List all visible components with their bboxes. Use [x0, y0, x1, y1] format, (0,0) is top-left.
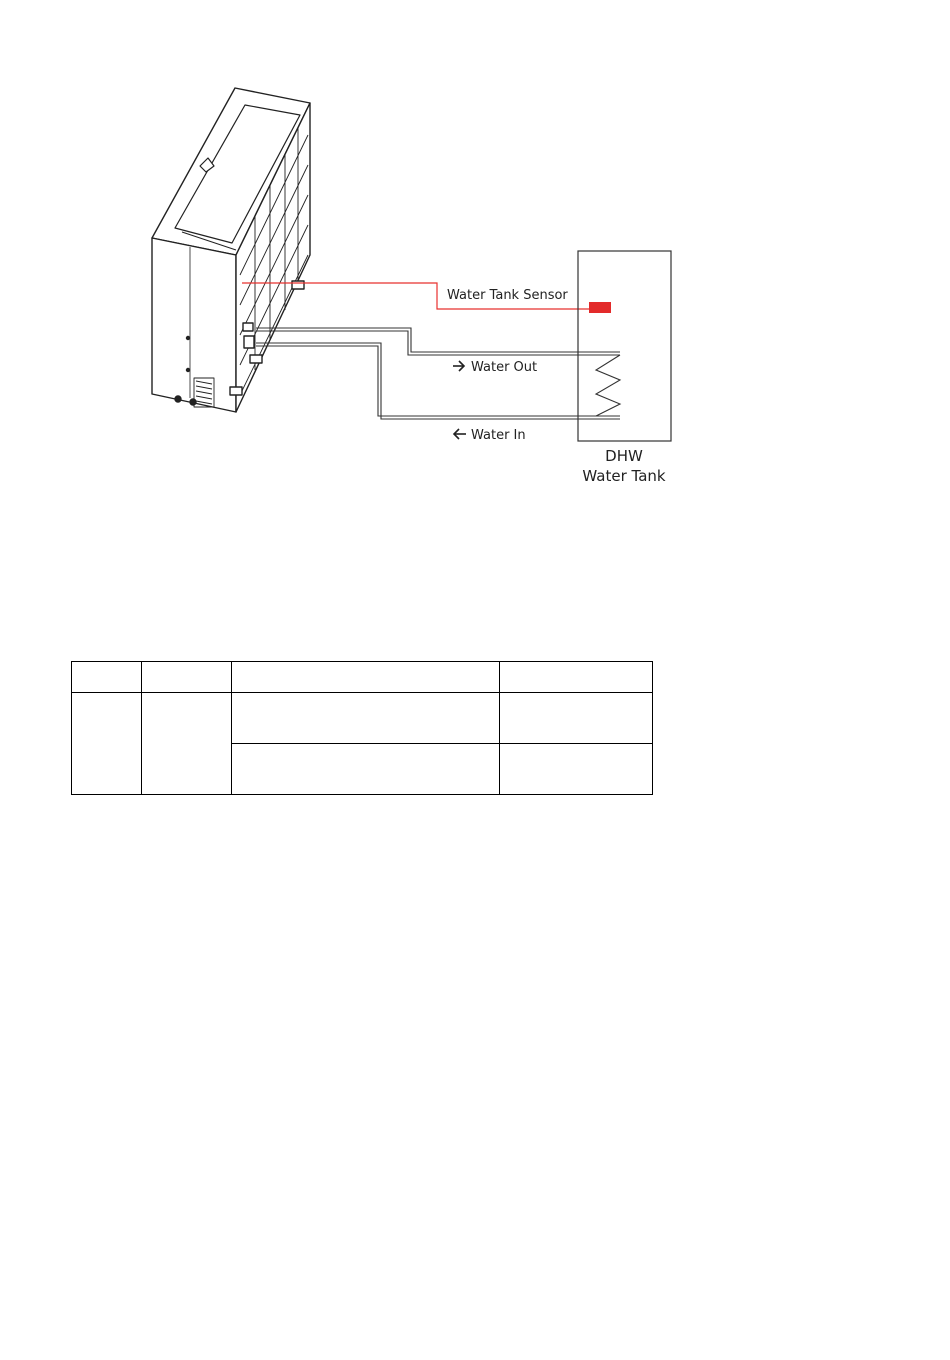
table-cell — [500, 744, 653, 795]
tank-label-line1: DHW — [605, 447, 643, 465]
table-row — [72, 693, 653, 744]
table-cell — [72, 662, 142, 693]
table-header-row — [72, 662, 653, 693]
table-cell — [142, 662, 232, 693]
heating-coil — [596, 355, 620, 416]
water-out-label: Water Out — [471, 360, 538, 375]
table-cell — [232, 662, 500, 693]
arrow-right-icon — [453, 361, 464, 371]
dhw-connection-diagram — [0, 0, 950, 520]
table-cell — [72, 693, 142, 795]
table-cell — [500, 662, 653, 693]
spec-table — [71, 661, 653, 795]
water-in-pipe — [256, 343, 620, 419]
sensor-label: Water Tank Sensor — [447, 288, 568, 303]
table-cell — [232, 693, 500, 744]
water-out-pipe — [256, 328, 620, 355]
dhw-tank — [578, 251, 671, 441]
outdoor-unit — [152, 88, 310, 412]
tank-label-line2: Water Tank — [582, 467, 666, 485]
arrow-left-icon — [454, 429, 466, 439]
table-cell — [142, 693, 232, 795]
water-in-label: Water In — [471, 428, 526, 443]
table-cell — [500, 693, 653, 744]
table-cell — [232, 744, 500, 795]
water-tank-sensor — [589, 302, 611, 313]
